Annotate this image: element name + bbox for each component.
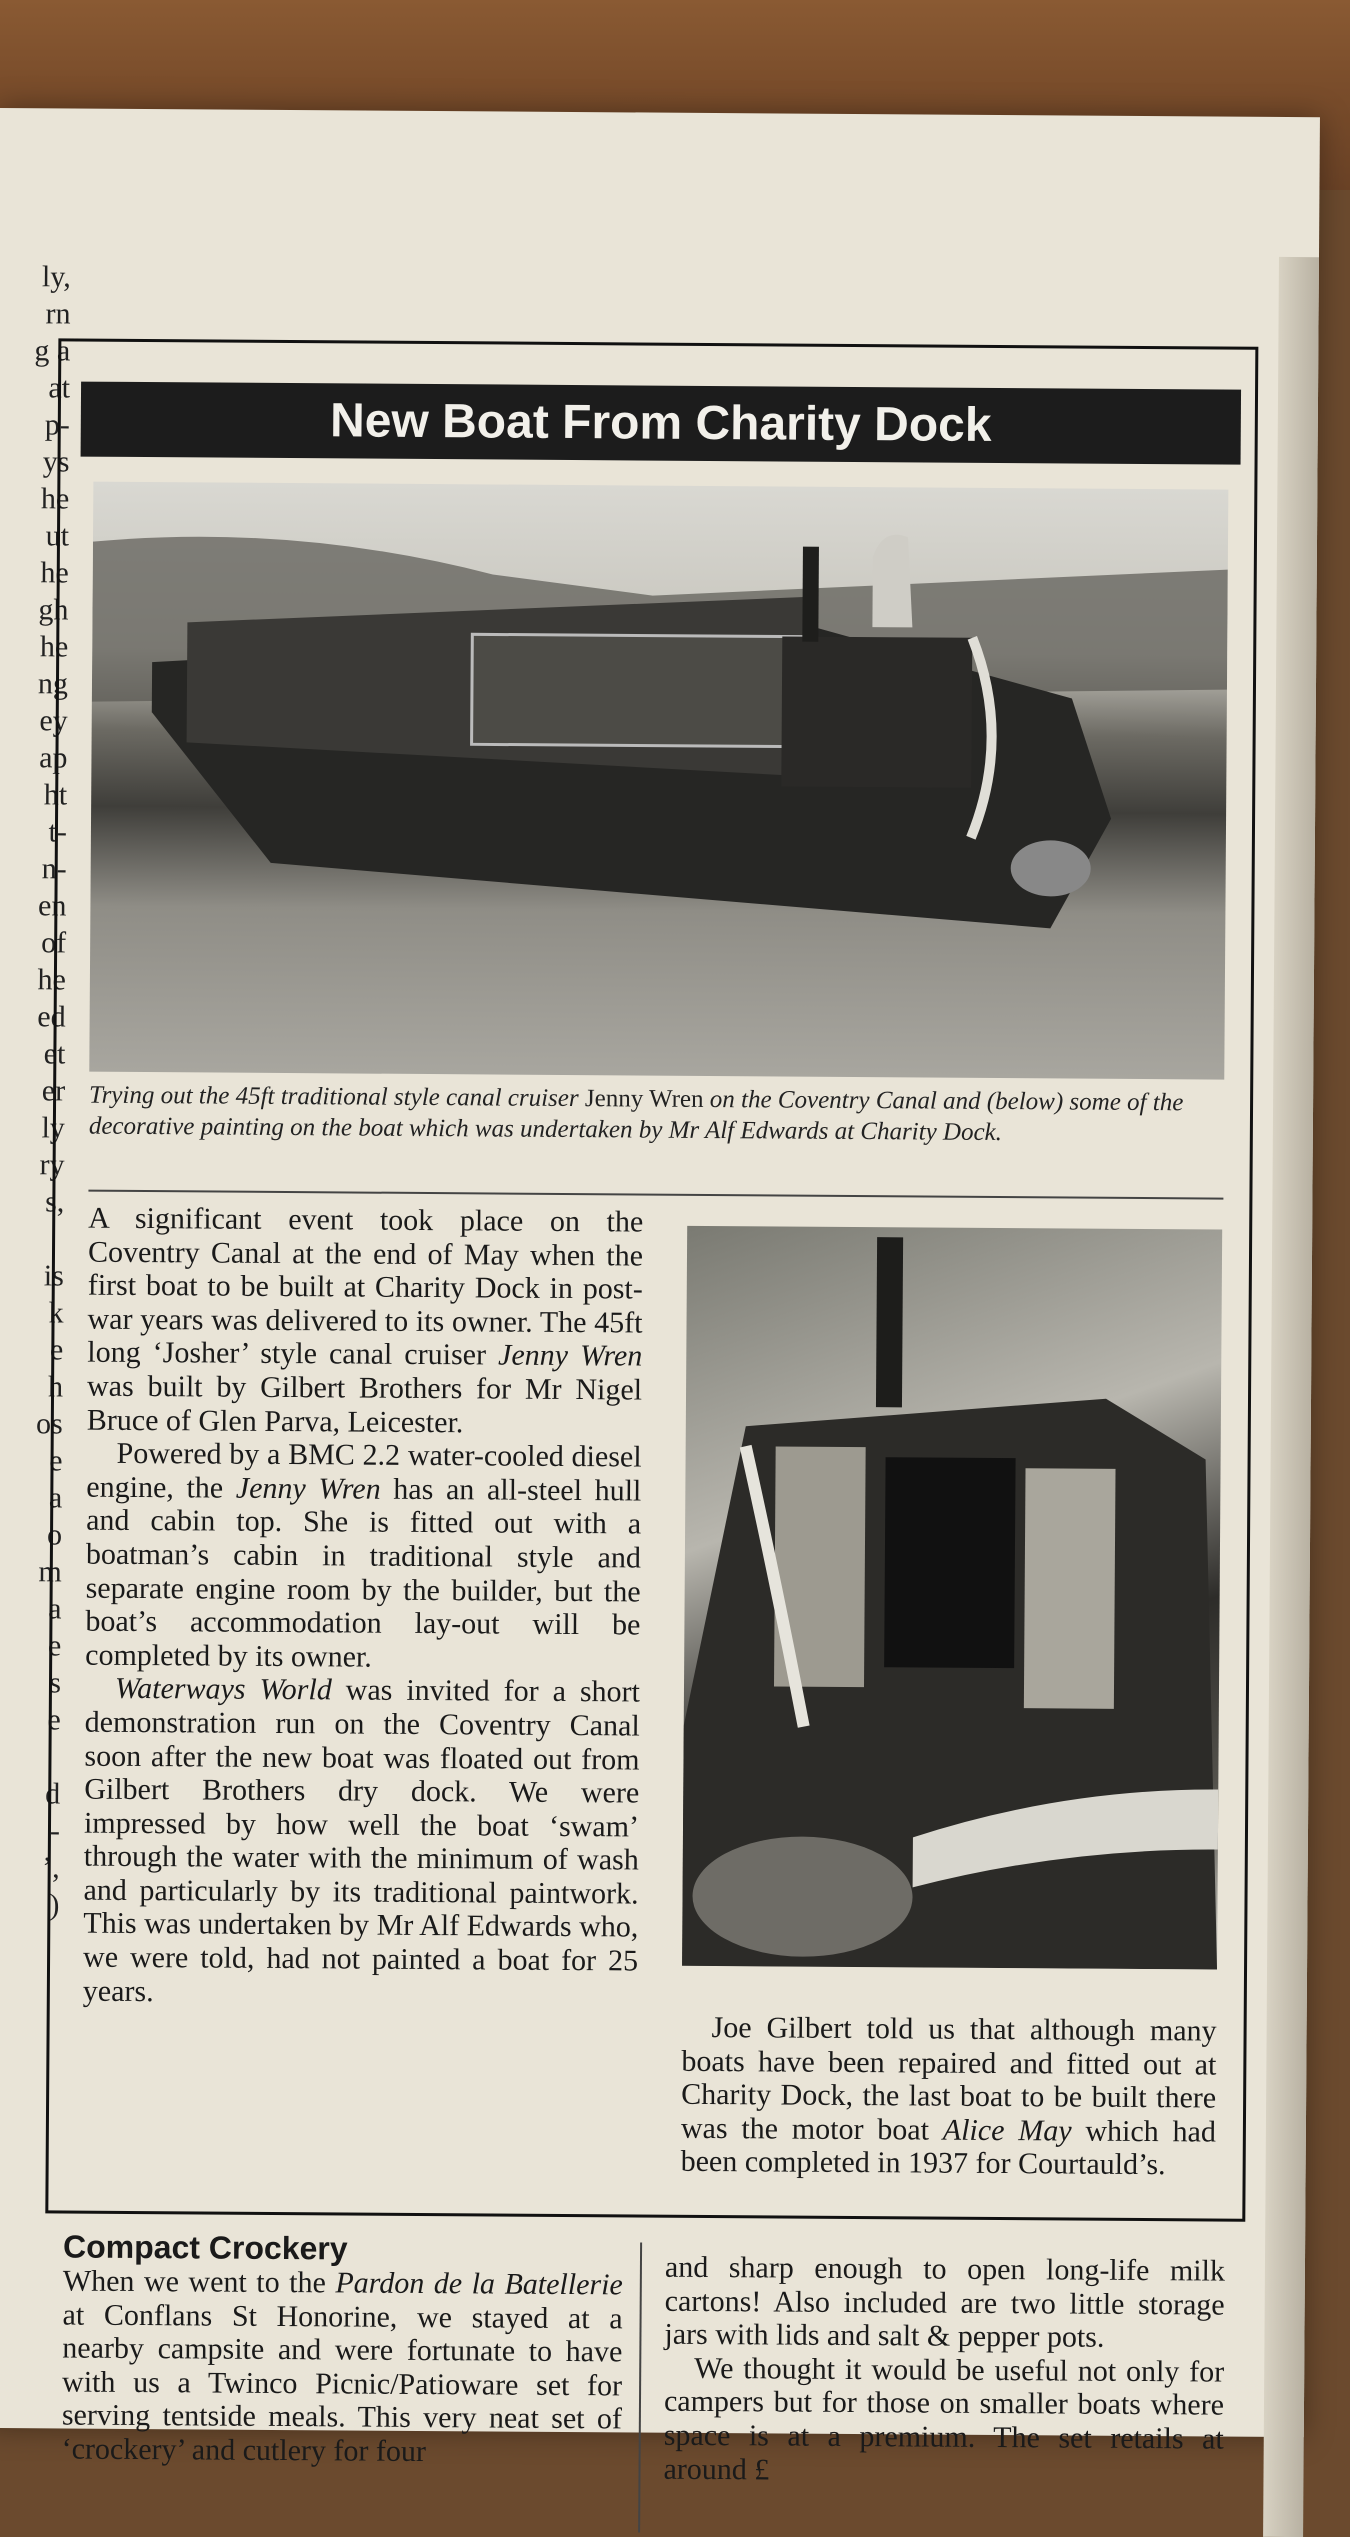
fragment-line: is: [43, 1259, 64, 1293]
fragment-line: he: [40, 482, 70, 516]
paragraph-text: Powered by a BMC 2.2 water-cooled diesel engine, the: [86, 1437, 642, 1505]
crockery-heading: Compact Crockery: [62, 2228, 348, 2267]
magazine-name: Waterways World: [114, 1672, 332, 1707]
boat-name: Jenny Wren: [235, 1471, 381, 1506]
boat-photo: [89, 482, 1228, 1080]
fragment-line: ’,: [42, 1851, 60, 1885]
paragraph-text: When we went to the: [62, 2264, 336, 2300]
article-column-right: [681, 2011, 1217, 2183]
fragment-line: m: [38, 1555, 62, 1589]
fragment-line: er: [41, 1074, 66, 1108]
fragment-line: of: [41, 926, 67, 960]
cabin-painting-illustration: [682, 1226, 1222, 1970]
fragment-line: s: [49, 1666, 62, 1700]
fragment-line: e: [47, 1629, 62, 1663]
narrowboat-illustration: [89, 482, 1228, 1080]
fragment-line: ng: [37, 667, 69, 701]
caption-boat-name: Jenny Wren: [584, 1085, 704, 1113]
fragment-line: ys: [42, 445, 70, 479]
paragraph-text: has an all-steel hull and cabin top. She is fitted out with a boatman’s cabin in traditional style and separate engine room by the builder, but the boat’s accommodation lay-out will be completed by its owner.: [85, 1472, 642, 1674]
fragment-line: ap: [39, 741, 68, 775]
paragraph-text: was built by Gilbert Brothers for Mr Nigel Bruce of Glen Parva, Leicester.: [86, 1369, 643, 1439]
article-paragraph: [87, 1202, 644, 1441]
fragment-line: rn: [45, 297, 71, 331]
fragment-line: ut: [45, 519, 70, 553]
fragment-line: e: [47, 1703, 61, 1737]
fragment-line: ): [49, 1888, 60, 1922]
fragment-line: p-: [44, 408, 70, 442]
fragment-line: -: [49, 1814, 61, 1848]
fragment-line: he: [40, 556, 69, 590]
paragraph-text: A significant event took place on the Coventry Canal at the end of May when the first boat to be built at Charity Dock in post-war years was delivered to its owner. The 45ft long ‘Josher’ style canal cruiser: [87, 1201, 644, 1372]
article-column-left: [83, 1202, 644, 2012]
paragraph-text: which had been completed in 1937 for Courtauld’s.: [680, 2114, 1217, 2182]
crockery-paragraph: and sharp enough to open long-life milk cartons! Also included are two little storage jars with lids and salt & pepper pots.: [664, 2250, 1226, 2354]
fragment-line: ht: [43, 778, 68, 812]
fragment-line: k: [48, 1296, 64, 1330]
fragment-line: e: [49, 1444, 63, 1478]
fragment-line: os: [36, 1407, 63, 1441]
fragment-line: he: [37, 963, 67, 997]
photo-caption: [89, 1080, 1224, 1150]
magazine-page: [0, 108, 1320, 2486]
fragment-line: s,: [45, 1185, 65, 1219]
paragraph-text: was invited for a short demonstration run on the Coventry Canal soon after the new boat was floated out from Gilbert Brothers dry dock. We were impressed by how well the boat ‘swam’ through the water with the minimum of wash and particularly by its traditional paintwork. This was undertaken by Mr Alf Edwards who, we were told, had not painted a boat for 25 years.: [82, 1673, 641, 2008]
caption-part1: Trying out the 45ft traditional style canal cruiser: [89, 1081, 586, 1113]
paragraph-text: Joe Gilbert told us that although many boats have been repaired and fitted out at Charity Dock, the last boat to be built there was the motor boat: [680, 2011, 1217, 2147]
fragment-line: n-: [41, 852, 67, 886]
caption-part2: on the Coventry Canal and (below) some of the decorative painting on the boat which was undertaken by Mr Alf Edwards at Charity Dock.: [88, 1085, 1184, 1147]
article-title: New Boat From Charity Dock: [329, 394, 992, 452]
article-paragraph: [85, 1437, 642, 1676]
decorative-painting-photo: [682, 1226, 1222, 1970]
fragment-line: d: [45, 1777, 61, 1811]
fragment-line: ed: [37, 1000, 66, 1034]
fragment-line: ly: [41, 1111, 65, 1145]
article-paragraph: [681, 2011, 1217, 2183]
fragment-line: at: [48, 371, 71, 405]
boat-name: Alice May: [942, 2113, 1072, 2148]
fragment-line: t-: [48, 815, 68, 849]
article-box: [45, 338, 1258, 2221]
fragment-line: he: [39, 630, 69, 664]
fragment-line: h: [47, 1370, 64, 1404]
crockery-article-right: [663, 2251, 1225, 2490]
fragment-line: ly,: [41, 260, 71, 294]
fragment-line: e: [49, 1333, 64, 1367]
paragraph-text: at Conflans St Honorine, we stayed at a nearby campsite and were fortunate to have with us a Twinco Picnic/Patioware set for serving tentside meals. This very neat set of ‘crockery’ and cutlery for four: [61, 2298, 623, 2468]
fragment-line: a: [48, 1481, 63, 1515]
page-edge: [1263, 257, 1319, 2537]
fragment-line: ry: [39, 1148, 65, 1182]
fragment-line: a: [48, 1592, 62, 1626]
fragment-line: g a: [34, 334, 71, 368]
column-divider: [638, 2243, 642, 2533]
article-title-bar: [81, 382, 1241, 465]
crockery-paragraph: [62, 2264, 623, 2469]
fragment-line: en: [37, 889, 67, 923]
fragment-line: ey: [39, 704, 68, 738]
crockery-article-left: [62, 2228, 624, 2469]
event-name: Pardon de la Batellerie: [335, 2266, 623, 2302]
fragment-line: et: [43, 1037, 66, 1071]
boat-name: Jenny Wren: [497, 1338, 643, 1373]
caption-divider: [88, 1190, 1223, 1200]
fragment-line: o: [46, 1518, 63, 1552]
fragment-line: gh: [38, 593, 69, 627]
crockery-paragraph: We thought it would be useful not only for campers but for those on smaller boats where space is at a premium. The set retails at around £: [663, 2351, 1225, 2486]
article-paragraph: [83, 1672, 640, 2012]
